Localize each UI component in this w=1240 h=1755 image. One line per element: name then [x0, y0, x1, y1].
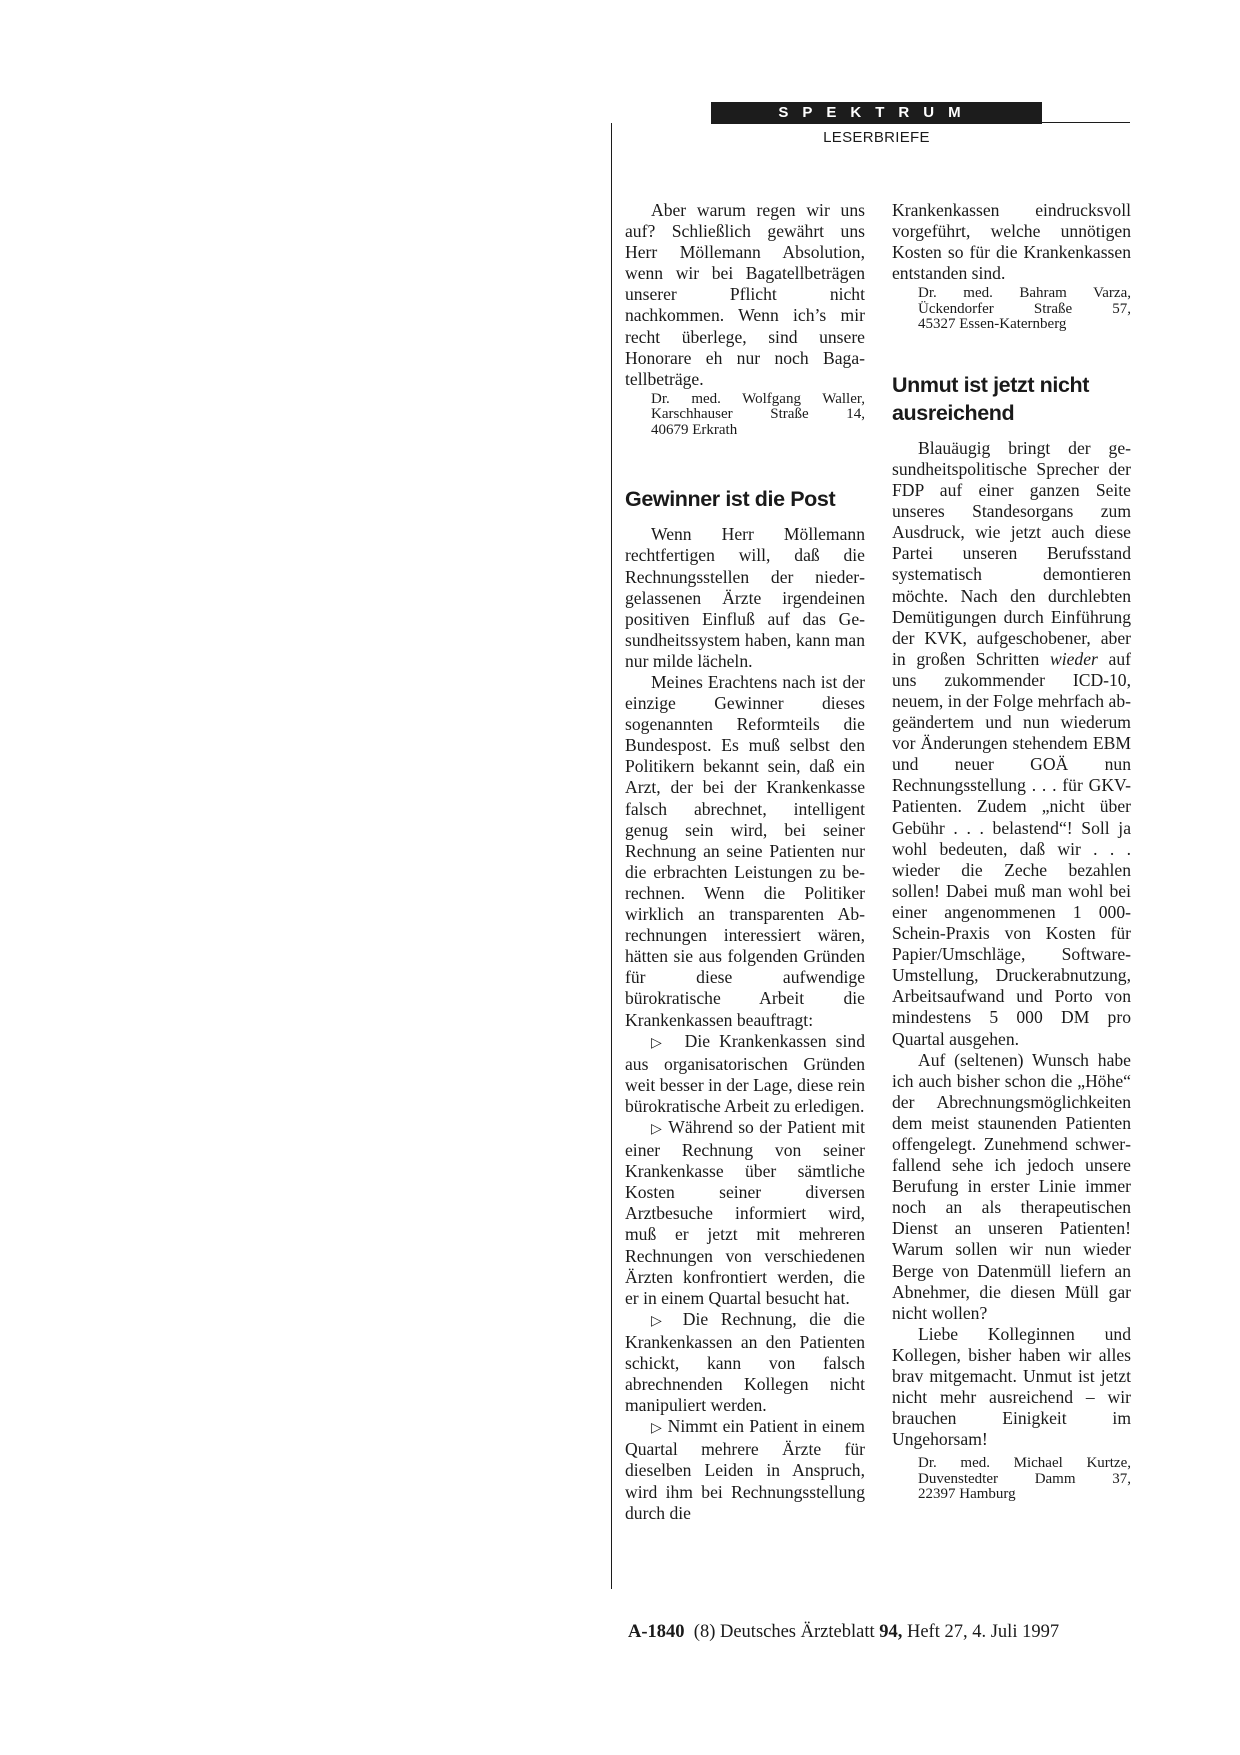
- signature-line: 40679 Erkrath: [651, 421, 738, 438]
- left-column: [625, 200, 865, 1524]
- signature-line: Dr. med. Michael Kurtze,: [918, 1455, 1131, 1472]
- signature-line: Dr. med. Wolfgang Waller,: [651, 390, 865, 407]
- section-header-bar: [711, 102, 1042, 124]
- journal-name: (8) Deutsches Ärzteblatt: [693, 1622, 875, 1642]
- bullet-text: Während so der Patient mit einer Rechnung von seiner Krankenkasse über sämtliche Kosten seiner diversen Arztbesuche informiert wird, muß er jetzt mit mehreren Rechnungen von verschiedenen Ärzten konfrontiert werden, die er in einem Quartal besucht hat.: [625, 1116, 865, 1308]
- letter-headline: Unmut ist jetzt nicht ausreichend: [892, 372, 1090, 425]
- page-footer: [628, 1622, 1059, 1643]
- letter-paragraph: Auf (seltenen) Wunsch habe ich auch bisher schon die „Höhe“ der Abrechnungsmöglichkeiten dem meist staunenden Patienten offengelegt. Zunehmend schwerfallend sehe ich jedoch unsere Berufung in erster Linie immer noch an als therapeutischen Dienst an unseren Patienten! Warum sollen wir nun wieder Berge von Datenmüll liefern an Abnehmer, die diesen Müll gar nicht wollen?: [892, 1049, 1131, 1323]
- letter-paragraph: Meines Erachtens nach ist der einzige Gewinner dieses sogenannten Reformteils die Bundespost. Es muß selbst den Politikern bekannt sein, daß ein Arzt, der bei der Krankenkasse falsch abrechnet, intelligent genug sein wird, bei seiner Rechnung an seine Patienten nur die erbrachten Leistungen zu berechnen. Wenn die Politiker wirklich an transparenten Abrechnungen interessiert wären, hätten sie aus folgenden Gründen für diese aufwendige bürokratische Arbeit die Krankenkassen beauftragt:: [625, 672, 865, 1030]
- section-title: SPEKTRUM: [778, 104, 975, 121]
- triangle-bullet-icon: ▷: [651, 1312, 671, 1329]
- page-code: A-1840: [628, 1622, 685, 1642]
- letter-body: Aber warum regen wir uns auf? Schließlich gewährt uns Herr Möllemann Absolution, wenn wir bei Bagatellbeträgen unserer Pflicht nicht nachkommen. Wenn ich’s mir recht überlege, sind unsere Honorare eh nur noch Bagatellbeträge.: [625, 200, 865, 389]
- right-column: [892, 200, 1131, 1503]
- triangle-bullet-icon: ▷: [651, 1420, 663, 1437]
- triangle-bullet-icon: ▷: [651, 1034, 667, 1051]
- triangle-bullet-icon: ▷: [651, 1120, 663, 1137]
- signature-line: 45327 Essen-Katernberg: [918, 316, 1067, 333]
- letter-signature: [918, 286, 1131, 333]
- signature-line: Duvenstedter Damm 37,: [918, 1470, 1131, 1487]
- emphasis-word: wieder: [1049, 648, 1098, 669]
- letter-paragraph: Blauäugig bringt der gesundheitspolitische Sprecher der FDP auf einer ganzen Seite unseres Standesorgans zum Ausdruck, wie jetzt auch diese Partei unseren Berufsstand systematisch demontieren möchte. Nach den durchlebten Demütigungen durch Einführung der KVK, aufgeschobener, aber in großen Schritten wieder auf uns zukommender ICD-10, neuem, in der Folge mehrfach abgeändertem und nun wiederum vor Änderungen stehendem EBM und neuer GOÄ nun Rechnungsstellung . . . für GKV-Patienten. Zudem „nicht über Gebühr . . . belastend“! Soll ja wohl bedeuten, daß wir . . . wieder die Zeche bezahlen sollen! Dabei muß man wohl bei einer angenommenen 1 000-Schein-Praxis von Kosten für Papier/Umschläge, Software-Umstellung, Druckerabnutzung, Arbeitsaufwand und Porto von mindestens 5 000 DM pro Quartal ausgehen.: [892, 437, 1131, 1049]
- bullet-item: [625, 1117, 865, 1309]
- letter-headline: Gewinner ist die Post: [625, 487, 836, 512]
- bullet-text: Die Rechnung, die die Krankenkassen an den Patienten schickt, kann von falsch abrechnenden Kollegen nicht manipuliert werden.: [625, 1308, 865, 1416]
- issue-date: Heft 27, 4. Juli 1997: [906, 1622, 1060, 1642]
- signature-line: Dr. med. Bahram Varza,: [918, 285, 1131, 302]
- letter-signature: [651, 392, 865, 439]
- volume-number: 94,: [879, 1622, 903, 1642]
- letter-signature: [918, 1456, 1131, 1503]
- signature-line: 22397 Hamburg: [918, 1486, 1016, 1503]
- bullet-item: [625, 1416, 865, 1523]
- letter-continuation: Krankenkassen eindrucksvoll vorgeführt, welche unnötigen Kosten so für die Krankenkassen entstanden sind.: [892, 200, 1131, 284]
- subsection-title: LESERBRIEFE: [823, 129, 930, 146]
- letter-paragraph: Wenn Herr Möllemann rechtfertigen will, daß die Rechnungsstellen der niedergelassenen Ärzte irgendeinen positiven Einfluß auf das Gesundheitssystem haben, kann man nur milde lächeln.: [625, 524, 865, 671]
- letter-paragraph: Liebe Kolleginnen und Kollegen, bisher haben wir alles brav mitgemacht. Unmut ist jetzt nicht mehr ausreichend – wir brauchen Einigkeit im Ungehorsam!: [892, 1323, 1131, 1450]
- column-rule: [611, 123, 612, 1589]
- bullet-item: [625, 1031, 865, 1117]
- bullet-text: Die Krankenkassen sind aus organisatorischen Gründen weit besser in der Lage, diese rein bürokratische Arbeit zu erledigen.: [625, 1030, 865, 1116]
- signature-line: Ückendorfer Straße 57,: [918, 300, 1131, 317]
- signature-line: Karschhauser Straße 14,: [651, 406, 865, 423]
- header-rule: [1042, 122, 1130, 123]
- bullet-item: [625, 1309, 865, 1416]
- bullet-text: Nimmt ein Patient in einem Quartal mehrere Ärzte für dieselben Leiden in Anspruch, wird ihm bei Rechnungsstellung durch die: [625, 1416, 865, 1523]
